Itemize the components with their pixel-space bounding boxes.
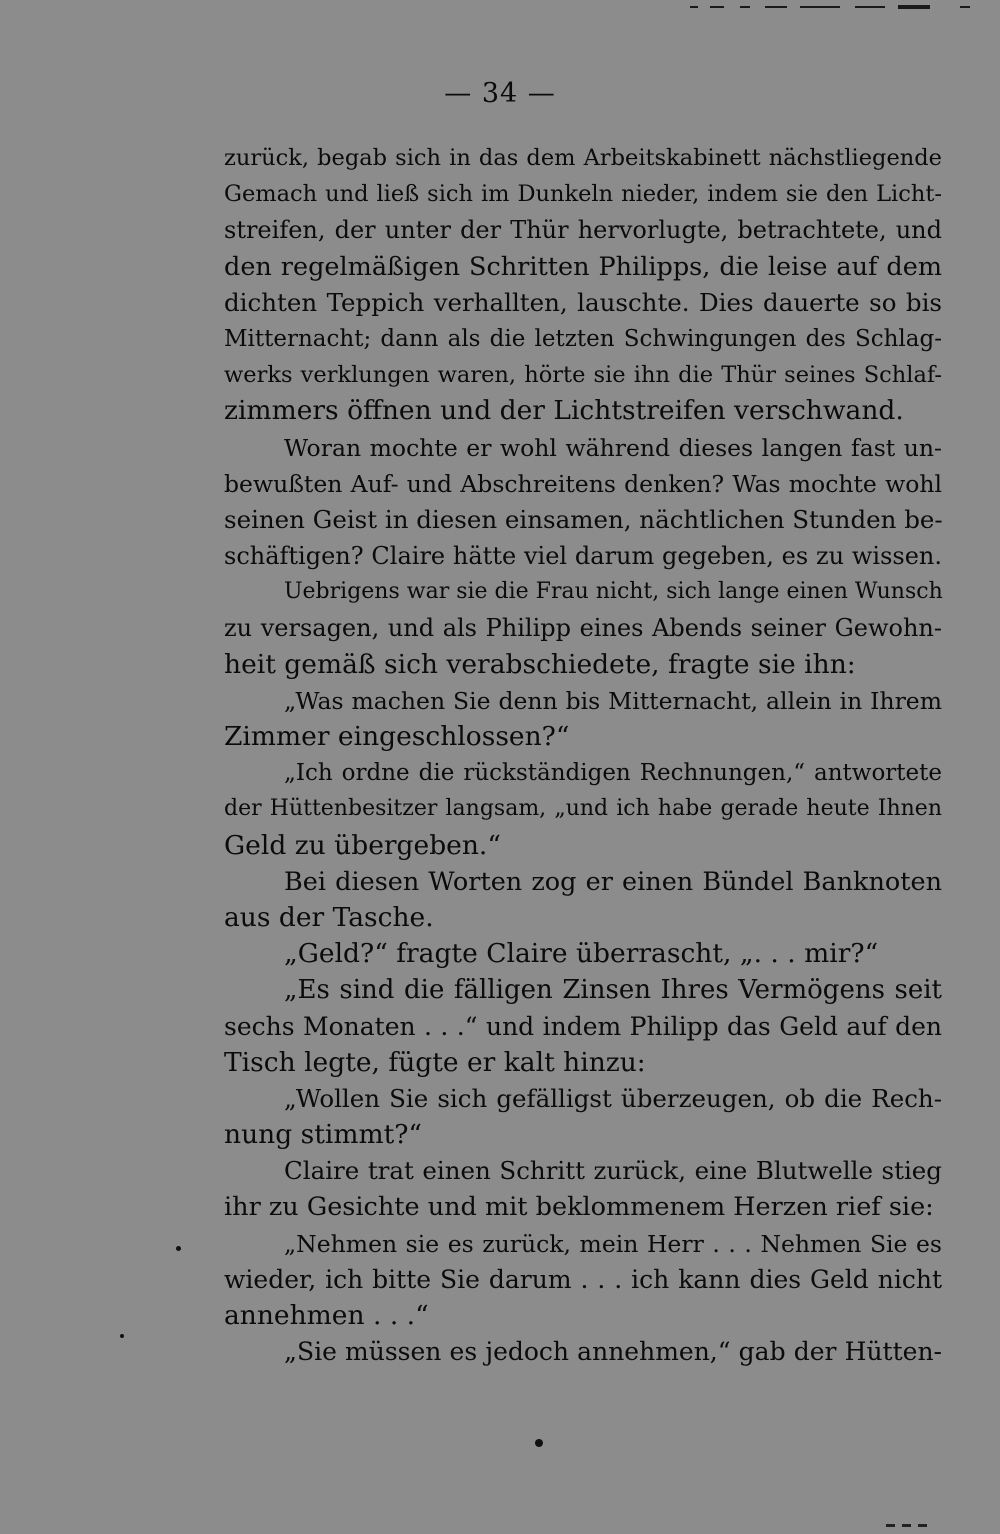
scan-edge-marks — [670, 0, 1000, 14]
text-line: Gemach und ließ sich im Dunkeln nieder, indem sie den Licht- — [224, 181, 942, 208]
text-line: ihr zu Gesichte und mit beklommenem Herzen rief sie: — [224, 1192, 934, 1223]
text-line: wieder, ich bitte Sie darum . . . ich kann dies Geld nicht — [224, 1264, 942, 1294]
text-line: nung stimmt?“ — [224, 1119, 422, 1151]
text-line: aus der Tasche. — [224, 901, 434, 933]
text-line: „Ich ordne die rückständigen Rechnungen,“ antwortete — [284, 760, 942, 787]
text-line: werks verklungen waren, hörte sie ihn die Thür seines Schlaf- — [224, 362, 942, 389]
text-line: zimmers öffnen und der Lichtstreifen verschwand. — [224, 395, 904, 427]
text-line: annehmen . . .“ — [224, 1300, 429, 1331]
page-number: — 34 — — [444, 78, 556, 109]
text-line: „Wollen Sie sich gefälligst überzeugen, ob die Rech- — [284, 1083, 942, 1113]
text-line: bewußten Auf- und Abschreitens denken? Was mochte wohl — [224, 469, 942, 498]
scan-speck — [120, 1334, 124, 1338]
text-line: „Sie müssen es jedoch annehmen,“ gab der Hütten- — [284, 1337, 942, 1367]
text-line: den regelmäßigen Schritten Philipps, die leise auf dem — [224, 251, 942, 282]
scan-speck — [535, 1439, 543, 1447]
text-line: Geld zu übergeben.“ — [224, 829, 501, 861]
scan-speck — [176, 1246, 181, 1251]
text-line: seinen Geist in diesen einsamen, nächtlichen Stunden be- — [224, 504, 943, 534]
text-line: Mitternacht; dann als die letzten Schwingungen des Schlag- — [224, 325, 942, 352]
text-line: zu versagen, und als Philipp eines Abends seiner Gewohn- — [224, 614, 942, 643]
text-line: sechs Monaten . . .“ und indem Philipp das Geld auf den — [224, 1011, 942, 1041]
text-line: Bei diesen Worten zog er einen Bündel Banknoten — [284, 866, 942, 897]
text-line: dichten Teppich verhallten, lauschte. Dies dauerte so bis — [224, 287, 942, 317]
text-line: streifen, der unter der Thür hervorlugte, betrachtete, und — [224, 216, 942, 245]
text-line: „Geld?“ fragte Claire überrascht, „. . . mir?“ — [284, 938, 879, 970]
text-line: Woran mochte er wohl während dieses langen fast un- — [284, 433, 942, 462]
body-text — [224, 140, 942, 1370]
scan-footer-mark — [886, 1524, 934, 1527]
text-line: „Es sind die fälligen Zinsen Ihres Vermögens seit — [284, 975, 942, 1006]
text-line: „Was machen Sie denn bis Mitternacht, allein in Ihrem — [284, 686, 942, 715]
text-line: schäftigen? Claire hätte viel darum gegeben, es zu wissen. — [224, 542, 942, 571]
text-line: der Hüttenbesitzer langsam, „und ich habe gerade heute Ihnen — [224, 796, 942, 822]
text-line: heit gemäß sich verabschiedete, fragte sie ihn: — [224, 648, 856, 680]
text-line: Tisch legte, fügte er kalt hinzu: — [224, 1046, 646, 1078]
text-line: Zimmer eingeschlossen?“ — [224, 721, 570, 752]
text-line: zurück, begab sich in das dem Arbeitskabinett nächstliegende — [224, 145, 942, 171]
text-line: „Nehmen sie es zurück, mein Herr . . . Nehmen Sie es — [284, 1229, 942, 1258]
text-line: Claire trat einen Schritt zurück, eine Blutwelle stieg — [284, 1156, 942, 1186]
text-line: Uebrigens war sie die Frau nicht, sich lange einen Wunsch — [284, 579, 943, 605]
